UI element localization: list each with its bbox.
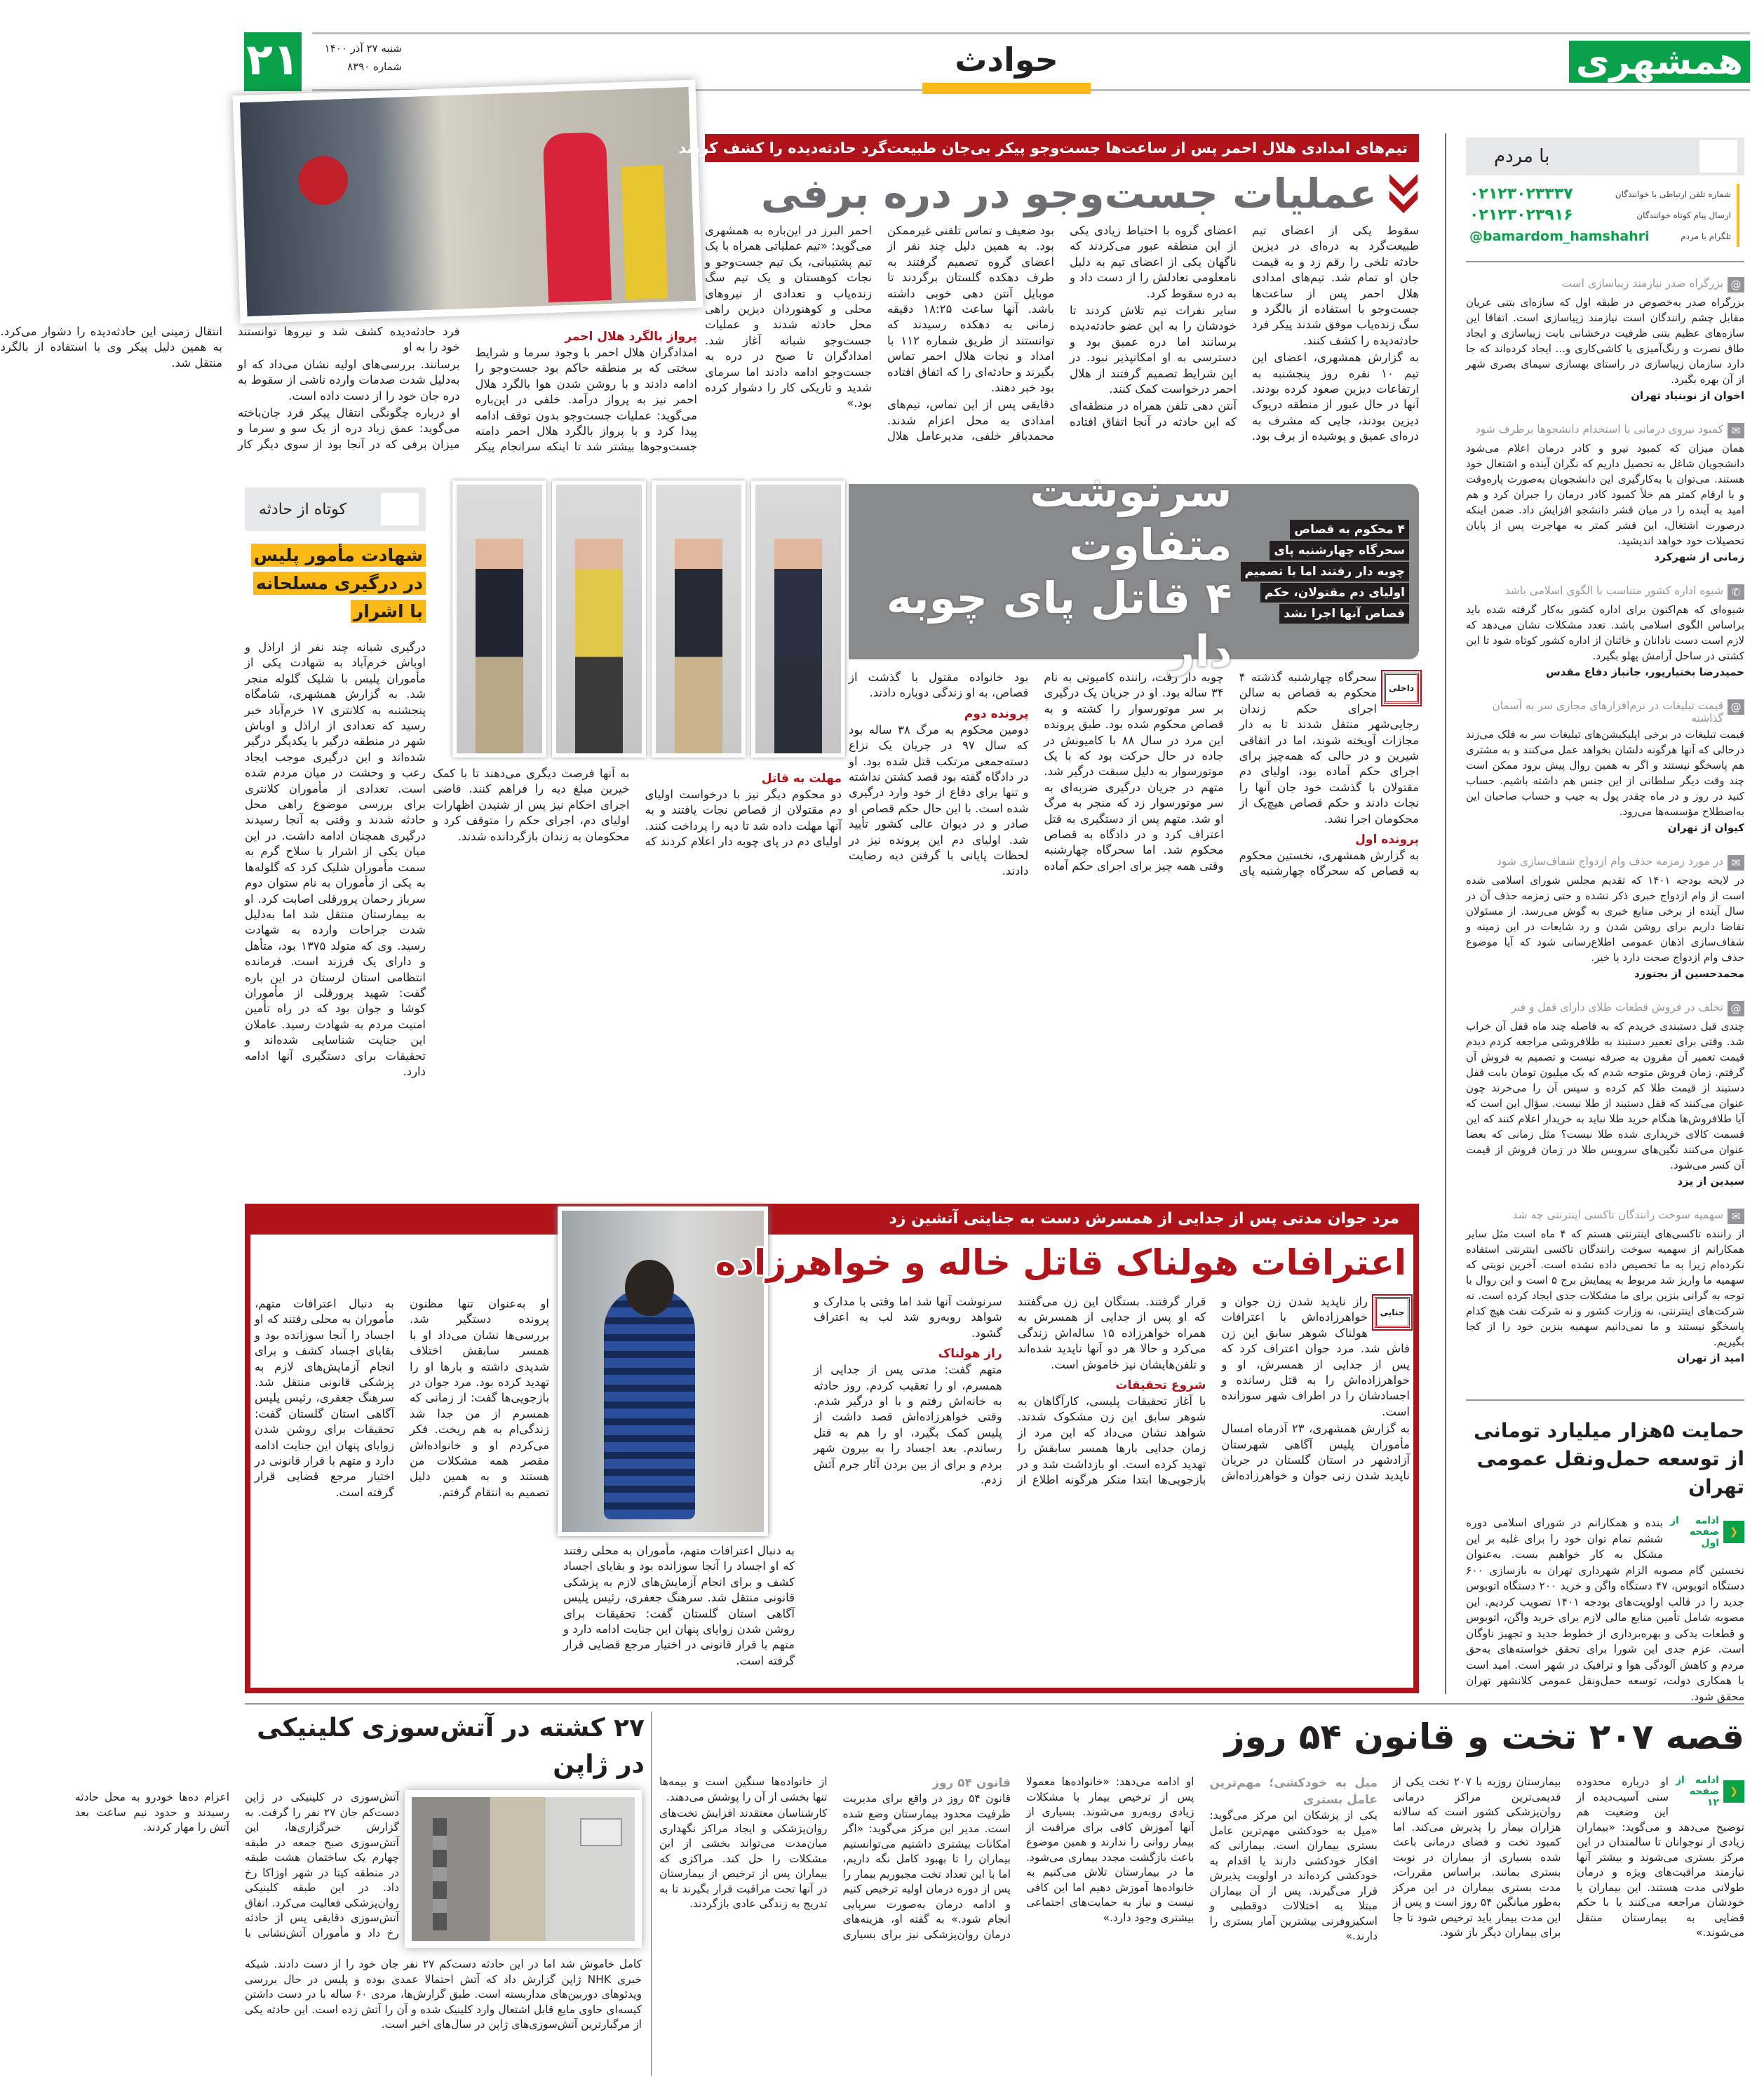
crime-paragraph: او به‌عنوان تنها مظنون پرونده دستگیر شد. بررسی‌ها نشان می‌داد او با همسر سابقش اختلاف شدیدی داشته و بارها او را تهدید کرده بود. مرد جوان در بازجویی‌ها گفت: از زمانی که همسرم از من جدا شد زندگی‌ام به هم ریخت. فکر می‌کردم او و خانواده‌اش مقصر همه مشکلات من هستند و به همین دلیل تصمیم به انتقام گرفتم.: [410, 1297, 549, 1499]
contact-phone: [1469, 184, 1731, 205]
killers-paragraph: سحرگاه چهارشنبه گذشته ۴ محکوم به قصاص به سالن اجرای حکم زندان رجایی‌شهر منتقل شدند تا به دار مجازات آویخته شوند، اما در اتفاقی شیرین و در حالی که همه‌چیز برای اجرای حکم آماده بود، اولیای دم مقتولان با گذشت خود جان آنها را نجات دادند و حکم قصاص هیچ‌یک از محکومان اجرا نشد.: [1239, 671, 1419, 826]
contact-label: شماره تلفن ارتباطی با خوانندگان: [1615, 189, 1731, 199]
contact-value[interactable]: ۰۲۱۲۳۰۲۳۳۳۷: [1469, 185, 1573, 203]
reader-message-text: همان میزان که کمبود نیرو و کادر درمان اعلام می‌شود دانشجویان شاغل به تحصیل داریم که نگران آینده و اشتغال خود هستند. می‌توان با به‌کارگیری این دانشجویان به‌صورت پاره‌وقت و با ارقام کمتر هم خلأ کمبود کادر درمان را جبران کرد و هم امید به آینده را در میان قشر دانشجو افزایش داد. ضمن اینکه درصورت اشتغال، این قشر کمتر به مهاجرت پس از پایان تحصیلات خود خواهد اندیشید.: [1466, 442, 1744, 547]
reader-message: [1466, 699, 1744, 834]
envelope-icon: ✉: [1728, 1209, 1744, 1224]
hospital-subhead: قانون ۵۴ روز: [932, 1776, 1011, 1790]
reader-message-title: [1466, 584, 1744, 600]
lead-paragraph: آنتن دهی تلفن همراه در منطقه‌ای که این حادثه در آنجا اتفاق افتاده بود ضعیف و تماس تلفنی غیرممکن بود. به همین دلیل چند نفر از اعضای گروه تصمیم گرفتند به طرف دهکده گلستان برگردند تا موبایل آنتن دهی خوبی داشته باشد. آنها ساعت ۱۸:۲۵ دقیقه زمانی به دهکده رسیدند که توانستند از طریق شماره ۱۱۲ با امداد و نجات هلال احمر تماس بگیرند و حادثه‌ای را که اتفاق افتاده بود خبر دهند.: [887, 224, 1237, 429]
killers-headline-box: [849, 466, 1419, 677]
transport-body: [1466, 1515, 1745, 1703]
bottom-rule: [245, 1703, 1744, 1705]
at-sign-icon: @: [1728, 277, 1744, 293]
convicts-photos: [452, 480, 845, 758]
tag-domestic: داخلی: [1384, 673, 1419, 704]
lead-paragraph: برسانند. بررسی‌های اولیه نشان می‌داد که او به‌دلیل شدت صدمات وارده ناشی از سقوط به دره جان خود را از دست داده است.: [238, 357, 460, 403]
killers-paragraph: دو محکوم دیگر نیز با درخواست اولیای دم مقتولان از قصاص نجات یافتند و به آنها مهلت داده شد تا دیه را پرداخت کنند. اولیای دم در پای چوبه دار اعلام کردند که به آنها فرصت دیگری می‌دهند تا با کمک خیرین مبلغ دیه را فراهم کنند. قاضی اجرای احکام نیز پس از شنیدن اظهارات اولیای دم، اجرای حکم را متوقف کرد و محکومان به زندان بازگردانده شدند.: [433, 767, 842, 849]
double-chevron-icon: [1388, 171, 1419, 216]
killers-subhead: پرونده دوم: [964, 706, 1029, 721]
crime-body: [814, 1294, 1410, 1683]
contact-telegram: [1469, 226, 1731, 247]
short-news-headline-text: شهادت مأمور پلیس در درگیری مسلحانه با اشرار: [251, 544, 426, 623]
killers-deck-line: اولیای دم مقتولان، حکم: [1260, 583, 1409, 603]
crime-body-under-photo: [563, 1543, 795, 1683]
contacts-block: [1469, 184, 1739, 247]
japan-fire-photo: [405, 1790, 642, 1948]
crime-headline: اعترافات هولناک قاتل خاله و خواهرزاده: [715, 1242, 1406, 1283]
rescuer-shape: [621, 165, 668, 300]
convict-photo: [552, 480, 646, 758]
reader-message-author: امید از تهران: [1676, 1352, 1744, 1364]
transport-headline: حمایت ۵هزار میلیارد تومانی از توسعه حمل‌ونقل عمومی تهران: [1474, 1419, 1744, 1498]
reader-message: [1466, 277, 1744, 402]
lead-paragraph: او درباره چگونگی انتقال پیکر فرد جان‌باخته می‌گوید: عمق زیاد دره از یک سو و سرما و میزان برفی که در آنجا بود از سوی دیگر کار انتقال زمینی این حادثه‌دیده را دشوار می‌کرد. به همین دلیل پیکر وی با استفاده از بالگرد منتقل شد.: [0, 325, 460, 451]
hospital-paragraph: قانون ۵۴ روز در واقع برای مدیریت ظرفیت محدود بیمارستان وضع شده است. مدیر این مرکز می‌گوید: «اگر امکانات بیشتری داشتیم می‌توانستیم بیماران را تا بهبود کامل نگه داریم، اما با این تعداد تخت مجبوریم بیمار را پس از دوره درمان اولیه ترخیص کنیم و ادامه درمان به‌صورت سرپایی انجام شود.» به گفته او، هزینه‌های درمان روان‌پزشکی نیز برای بسیاری از خانواده‌ها سنگین است و بیمه‌ها تنها بخشی از آن را پوشش می‌دهند.: [659, 1775, 1011, 1941]
envelope-icon: ✉: [1728, 423, 1744, 438]
convict-photo: [751, 480, 845, 758]
killers-deck-line: چوبه دار رفتند اما با تصمیم: [1241, 562, 1409, 581]
section-title: حوادث: [955, 41, 1058, 79]
hospital-paragraph: بیمارستان روزبه با ۲۰۷ تخت یکی از قدیمی‌ترین مراکز درمانی روان‌پزشکی کشور است که سالانه هزاران بیمار را پذیرش می‌کند. اما کمبود تخت و فضای درمانی باعث شده بسیاری از بیماران در نوبت بستری بمانند. براساس مقررات، مدت بستری بیماران در این مرکز به‌طور میانگین ۵۴ روز است و پس از این مدت بیمار باید ترخیص شود تا جا برای بیماران دیگر باز شود.: [1393, 1775, 1561, 1939]
issue-info: [311, 42, 402, 73]
reader-message-title: [1466, 699, 1744, 725]
lead-paragraph: [705, 223, 1419, 445]
lead-kicker: تیم‌های امدادی هلال احمر پس از ساعت‌ها جست‌وجو پیکر بی‌جان طبیعت‌گرد حادثه‌دیده را کشف کردند: [705, 134, 1419, 162]
hospital-subhead: میل به خودکشی؛ مهم‌ترین عامل بستری: [1209, 1776, 1378, 1807]
chevron-icon: ❮: [1723, 1521, 1744, 1543]
lead-paragraph: سقوط یکی از اعضای تیم طبیعت‌گرد به دره‌ای در دیزین حادثه تلخی را رقم زد و به قیمت جان او تمام شد. تیم‌های امدادی هلال احمر پس از ساعت‌ها جست‌وجو با استفاده از بالگرد و سگ زنده‌یاب موفق شدند پیکر فرد حادثه‌دیده را کشف کنند.: [1252, 224, 1419, 347]
crime-paragraph: به دنبال اعترافات متهم، مأموران به محلی رفتند که او اجساد را آنجا سوزانده بود و بقایای اجساد کشف و برای انجام آزمایش‌های لازم به پزشکی قانونی منتقل شد. سرهنگ جعفری، رئیس پلیس آگاهی استان گلستان گفت: تحقیقات برای روشن شدن زوایای پنهان این جنایت ادامه دارد و متهم با قرار قانونی در اختیار مرجع قضایی قرار گرفته است.: [255, 1297, 394, 1499]
contact-sms: [1469, 205, 1731, 226]
short-news-text: درگیری شبانه چند نفر از اراذل و اوباش خرم‌آباد به شهادت یکی از مأموران پلیس با شلیک گلوله منجر شد. به گزارش همشهری، شامگاه پنجشنبه به کلانتری ۱۷ خرم‌آباد خبر رسید که تعدادی از اراذل و اوباش شهر در منطقه درگیر با یکدیگر درگیر شده‌اند و این درگیری موجب ایجاد رعب و وحشت در میان مردم شده است. تعدادی از مأموران کلانتری برای بررسی موضوع راهی محل حادثه شدند و وقتی به آنجا رسیدند درگیری همچنان ادامه داشت. در این میان یکی از اشرار با سلاح گرم به سمت مأموران شلیک کرد که گلوله‌ها به یکی از مأموران به نام ستوان دوم سرباز رحمان پرورقلی اصابت کرد. او به بیمارستان منتقل شد اما به‌دلیل شدت جراحات وارده به شهادت رسید. وی که متولد ۱۳۷۵ بود، متأهل و دارای یک فرزند است. فرمانده انتظامی استان لرستان در این باره گفت: شهید پرورقلی از مأموران کوشا و جوان بود که در راه تأمین امنیت مردم به شهادت رسید. عاملان این جنایت شناسایی شده‌اند و تحقیقات برای دستگیری آنها ادامه دارد.: [245, 640, 426, 1078]
reader-message: [1466, 423, 1744, 563]
contact-label: تلگرام با مردم: [1681, 231, 1731, 241]
killers-body-continued: [433, 766, 842, 1184]
section-accent-bar: [922, 83, 1091, 94]
continued-badge[interactable]: [1670, 1515, 1744, 1549]
issue-number: شماره ۸۳۹۰: [347, 60, 402, 73]
japan-fire-body: [75, 1790, 399, 1950]
convict-photo: [452, 480, 546, 758]
crime-subhead: راز هولناک: [938, 1347, 1002, 1362]
at-sign-icon: @: [1728, 1001, 1744, 1016]
reader-messages: [1466, 277, 1744, 1392]
lead-paragraph: به گزارش همشهری، اعضای این تیم ۱۰ نفره روز پنجشنبه به ارتفاعات دیزین صعود کرده بودند. آنها در حال عبور از منطقه دریوک دیزین بودند، جایی که مشرف به دره‌ای عمیق و پوشیده از برف بود. اعضای گروه با احتیاط زیادی یکی از این منطقه عبور می‌کردند که ناگهان یکی از اعضای تیم به دلیل نامعلومی تعادلش را از دست داد و به دره سقوط کرد.: [1070, 224, 1419, 443]
hospital-paragraph: او ادامه می‌دهد: «خانواده‌ها معمولا پس از ترخیص بیمار با مشکلات زیادی روبه‌رو می‌شوند. بسیاری از آنها آموزش کافی برای مراقبت از بیمار روانی را ندارند و همین موضوع باعث بازگشت مجدد بیماری می‌شود. ما در بیمارستان تلاش می‌کنیم به خانواده‌ها آموزش دهیم اما این کافی نیست و نیاز به حمایت‌های اجتماعی بیشتری وجود دارد.»: [1026, 1775, 1194, 1924]
windows-shape: [433, 1818, 447, 1930]
reader-message-title: [1466, 1001, 1744, 1016]
lead-headline: عملیات جست‌وجو در دره برفی: [760, 170, 1377, 217]
killers-headline-line: سرنوشت متفاوت: [1030, 466, 1232, 570]
continued-badge[interactable]: [1676, 1775, 1744, 1808]
prison-uniform-shape: [604, 1288, 695, 1519]
hospital-paragraph: او درباره محدوده سنی آسیب‌دیده از این وضعیت هم توضیح می‌دهد و می‌گوید: «بیماران زیادی از نوجوانان تا سالمندان در این مرکز بستری می‌شوند و بیشتر آنها نیازمند مراقبت‌های ویژه و درمان طولانی مدت هستند. این بیماران یا خودشان مراجعه می‌کنند یا با حکم قضایی به بیمارستان منتقل می‌شوند.»: [1576, 1775, 1744, 1939]
lead-body: [705, 223, 1419, 465]
japan-fire-headline: ۲۷ کشته در آتش‌سوزی کلینیکی در ژاپن: [257, 1714, 645, 1779]
reader-message-author: زمانی از شهرکرد: [1654, 551, 1744, 563]
sidebar-divider: [1445, 133, 1446, 1694]
reader-message: [1466, 855, 1744, 980]
reader-message-text: از راننده تاکسی‌های اینترنتی هستم که ۴ ماه است مثل سایر همکارانم از سهمیه سوخت رانندگان تاکسی اینترنتی استفاده نکرده‌ام زیرا به ما تخصیص داده نشده است. آخرین نوبتی که سهمیه ما واریز شد مربوط به پیمایش برج ۵ است و این روال با توجه به گرانی بنزین برای ما مشکلات جدی ایجاد کرده است. نه شرکت‌های اینترنتی، نه وزارت کشور و نه شرکت نفت هیچ کدام پاسخگو نیستند و ما نمی‌دانیم سهمیه بنزین خود را از کجا بگیریم.: [1466, 1228, 1745, 1348]
sidebar-header: [1466, 137, 1744, 175]
reader-message-title-text: بزرگراه صدر نیازمند زیباسازی است: [1561, 277, 1723, 290]
reader-message-text: شیوه‌ای که هم‌اکنون برای اداره کشور به‌کار گرفته شده باید براساس الگوی اسلامی باشد. تعدد مشکلات نشان می‌دهد که لازم است دست نادانان و خائنان از اداره کشور کوتاه شود تا این کشتی در ساحل آرامش پهلو بگیرد.: [1466, 603, 1744, 662]
reader-message-author: سیدین از یزد: [1677, 1175, 1744, 1188]
contact-value[interactable]: ۰۲۱۲۳۰۲۳۹۱۶: [1469, 206, 1573, 224]
reader-message: [1466, 1209, 1744, 1364]
lead-subhead: پرواز بالگرد هلال احمر: [565, 330, 697, 344]
at-sign-icon: @: [1728, 699, 1744, 715]
continued-label: ادامه از صفحه ۱۲: [1676, 1775, 1719, 1808]
page-number: ۲۱: [244, 32, 302, 91]
contact-value[interactable]: @bamardom_hamshahri: [1469, 229, 1650, 244]
lead-paragraph: سایر نفرات تیم تلاش کردند تا خودشان را به این عضو حادثه‌دیده برسانند اما دره عمیق بود و دسترسی به او امکانپذیر نبود. در این شرایط تصمیم گرفتند از هلال احمر درخواست کمک کنند.: [1070, 304, 1237, 396]
short-news-body: [245, 640, 426, 1184]
reader-message-author: اخوان از نوبنیاد تهران: [1631, 389, 1744, 402]
reader-message: [1466, 584, 1744, 678]
lead-subhead-paragraph: امدادگران هلال احمر با وجود سرما و شرایط سختی که بر منطقه حاکم بود جست‌وجو را ادامه دادند و با روشن شدن هوا بالگرد هلال احمر نیز به پرواز درآمد. خلفی در این‌باره می‌گوید: عملیات جست‌وجو بدون توقف ادامه پیدا کرد و با پرواز بالگرد هلال احمر دامنه جست‌وجوها بیشتر شد تا اینکه سرانجام پیکر فرد حادثه‌دیده کشف شد و نیروها توانستند خود را به او: [238, 325, 697, 454]
lead-body-continued: [0, 324, 697, 464]
reader-message-title-text: تخلف در فروش قطعات طلای دارای قفل و فنر: [1511, 1001, 1723, 1014]
japan-fire-body-continued: [245, 1957, 642, 2082]
reader-message-title-text: کمبود نیروی درمانی با استخدام دانشجوها برطرف شود: [1475, 423, 1723, 436]
hospital-headline: قصه ۲۰۷ تخت و قانون ۵۴ روز: [1224, 1716, 1744, 1757]
reader-message-title-text: سهمیه سوخت رانندگان تاکسی اینترنتی چه شد: [1512, 1209, 1723, 1221]
chevron-icon: ❮: [1723, 1780, 1744, 1803]
killers-subhead: مهلت به قاتل: [761, 772, 842, 786]
hospital-body: [659, 1775, 1744, 2083]
bottom-divider: [651, 1712, 652, 2076]
rescue-photo: [233, 80, 703, 324]
contact-label: ارسال پیام کوتاه خوانندگان: [1636, 210, 1731, 220]
convict-photo: [652, 480, 746, 758]
killers-deck-line: سحرگاه چهارشنبه پای: [1270, 541, 1409, 560]
killers-deck: [1241, 520, 1409, 624]
header-top-rule: [312, 32, 1750, 34]
continued-label: ادامه از صفحه اول: [1670, 1515, 1719, 1549]
rescuer-shape: [543, 132, 612, 302]
reader-message-title-text: در مورد زمزمه حذف وام ازدواج شفاف‌سازی شود: [1496, 855, 1723, 868]
hospital-paragraph: کارشناسان معتقدند افزایش تخت‌های روان‌پزشکی و ایجاد مراکز نگهداری میان‌مدت می‌تواند بخشی از این مشکلات را حل کند. مراکزی که بیماران پس از ترخیص از بیمارستان در آنها تحت مراقبت قرار بگیرند تا به تدریج به زندگی عادی بازگردند.: [659, 1807, 828, 1910]
killers-body: [849, 670, 1419, 1184]
lead-paragraph: دقایقی پس از این تماس، تیم‌های امدادی به محل اعزام شدند. محمدباقر خلفی، مدیرعامل هلال احمر البرز در این‌باره به همشهری می‌گوید: «تیم عملیاتی همراه با یک تیم پشتیبانی، یک تیم جست‌وجو و نجات کوهستان و یک تیم سگ زنده‌یاب و تعدادی از نیروهای محلی و کوهنوردان دیزین راهی محل حادثه شدند و عملیات جست‌وجو شبانه آغاز شد. امدادگران تا صبح در دره به جست‌وجو ادامه دادند اما سرمای شدید و تاریکی کار را دشوار کرده بود.»: [705, 224, 1054, 443]
reader-message-author: کیوان از تهران: [1667, 821, 1744, 834]
reader-message-title-text: شیوه اداره کشور متناسب با الگوی اسلامی باشد: [1504, 584, 1723, 597]
helmet-shape: [298, 155, 349, 206]
killers-deck-line: ۴ محکوم به قصاص: [1290, 520, 1409, 539]
window-shape: [580, 1818, 622, 1846]
crime-subhead: شروع تحقیقات: [1115, 1378, 1206, 1393]
newspaper-logo: همشهری: [1569, 41, 1750, 83]
crime-paragraph: متهم گفت: مدتی پس از جدایی از همسرم، او را تعقیب کردم. روز حادثه به خانه‌اش رفتم و با او درگیر شدم. وقتی خواهرزاده‌اش قصد داشت از پلیس کمک بگیرد، او را هم به قتل رساندم. بعد اجساد را به بیرون شهر بردم و برای از بین بردن آثار جرم آتش زدم.: [814, 1363, 1002, 1487]
reader-message-title: [1466, 277, 1744, 293]
crime-paragraph: راز ناپدید شدن زن جوان و خواهرزاده‌اش با اعترافات هولناک شوهر سابق این زن فاش شد. مرد جوان اعتراف کرد که پس از جدایی از همسرش، او و خواهرزاده‌اش را به قتل رسانده و اجسادشان را در اطراف شهر سوزانده است.: [1221, 1295, 1410, 1418]
reader-message-title: [1466, 423, 1744, 438]
crime-paragraph: به دنبال اعترافات متهم، مأموران به محلی رفتند که او اجساد را آنجا سوزانده بود و بقایای اجساد کشف و برای انجام آزمایش‌های لازم به پزشکی قانونی منتقل شد. سرهنگ جعفری، رئیس پلیس آگاهی استان گلستان گفت: تحقیقات برای روشن شدن زوایای پنهان این جنایت ادامه دارد و متهم با قرار قانونی در اختیار مرجع قضایی قرار گرفته است.: [563, 1544, 795, 1667]
crime-body-left: [255, 1296, 549, 1683]
japan-fire-paragraph: آتش‌سوزی در کلینیکی در ژاپن دست‌کم جان ۲۷ نفر را گرفت. به گزارش خبرگزاری‌ها، این آتش‌سوزی صبح جمعه در طبقه چهارم یک ساختمان هشت طبقه در منطقه کیتا در شهر اوزاکا رخ داد. در این طبقه کلینیکی روان‌پزشکی فعالیت می‌کرد. اتفاق آتش‌سوزی دقایقی پس از حادثه رخ داد و مأموران آتش‌نشانی با اعزام ده‌ها خودرو به محل حادثه رسیدند و حدود نیم ساعت بعد آتش را مهار کردند.: [75, 1791, 399, 1940]
crime-paragraph: با آغاز تحقیقات پلیسی، کارآگاهان به شوهر سابق این زن مشکوک شدند. شواهد نشان می‌داد که این مرد از زمان جدایی بارها همسر سابقش را تهدید کرده است. او بازداشت شد و در بازجویی‌ها ابتدا منکر هرگونه اطلاع از سرنوشت آنها شد اما وقتی با مدارک و شواهد روبه‌رو شد لب به اعتراف گشود.: [814, 1295, 1206, 1487]
sidebar-bottom-rule: [1466, 1399, 1744, 1401]
reader-message-author: حمیدرضا بختیارپور، جانباز دفاع مقدس: [1546, 666, 1744, 678]
reader-message-title: [1466, 1209, 1744, 1224]
issue-date: شنبه ۲۷ آذر ۱۴۰۰: [324, 42, 402, 55]
short-news-headline: [245, 542, 426, 626]
reader-message-text: در لایحه بودجه ۱۴۰۱ که تقدیم مجلس شورای اسلامی شده است از وام ازدواج خبری ذکر نشده و حتی زمزمه حذف آن در سال آینده از برخی منابع خبری به گوش می‌رسد. از مسئولان تقاضا داریم برای روشن شدن و رد شایعات در این زمینه و شفاف‌سازی اذهان عمومی اطلاع‌رسانی شود که آیا موضوع حذف وام ازدواج صحت دارد یا خیر.: [1466, 874, 1744, 964]
envelope-icon: ✉: [1728, 855, 1744, 870]
reader-message-title-text: قیمت تبلیغات در نرم‌افزارهای مجازی سر به آسمان گذاشته: [1492, 699, 1723, 725]
short-news-header: [245, 488, 426, 531]
short-news-square: [381, 493, 419, 525]
reader-message-title: [1466, 855, 1744, 870]
killers-headline-line: ۴ قاتل پای چوبه دار: [886, 572, 1232, 677]
japan-fire-paragraph: کامل خاموش شد اما در این حادثه دست‌کم ۲۷ نفر جان خود را از دست دادند. شبکه خبری NHK ژاپن گزارش داد که آتش احتمالا عمدی بوده و پلیس در حال بررسی ویدئوهای دوربین‌های مداربسته است. طبق گزارش‌ها، مردی ۶۰ ساله با در دست داشتن کیسه‌ای حاوی مایع قابل اشتعال وارد کلینیک شده و آن را آتش زده است. این حادثه یکی از مرگبارترین آتش‌سوزی‌های ژاپن در سال‌های اخیر است.: [245, 1958, 642, 2031]
tag-criminal: جنایی: [1375, 1297, 1410, 1328]
reader-message-text: قیمت تبلیغات در برخی اپلیکیشن‌های تبلیغات سر به فلک می‌زند درحالی که آنها هرگونه دلشان بخواهد عمل می‌کنند و به مشتری هم پاسخگو نیستند و اگر به همین روال پیش برود ممکن است چند وقت دیگر سلطانی از این جنس هم داشته باشیم. حساب کنید در روز و در ماه چقدر پول به جیب و حساب صاحبان این به‌اصطلاح مؤسسه‌ها می‌رود.: [1466, 728, 1744, 818]
reader-message-text: بزرگراه صدر به‌خصوص در طبقه اول که سازه‌ای بتنی عریان مقابل چشم رانندگان است نیازمند زیباسازی است. اتفاقا این سازه‌های عظیم بتنی ظرفیت درخشانی بابت زیباسازی و ایجاد طاق نصرت و رنگ‌آمیزی یا کاشی‌کاری و... ایجاد کرده‌اند که جا دارد سازمان زیباسازی در راستای بهسازی سیمای بصری شهر از آن بهره بگیرد.: [1466, 296, 1744, 386]
killers-headline: [859, 465, 1232, 678]
phone-icon: ✆: [1728, 584, 1744, 600]
crime-kicker: مرد جوان مدتی پس از جدایی از همسرش دست به جنایتی آتشین زد: [889, 1210, 1399, 1228]
lead-headline-row: [705, 166, 1419, 222]
killers-paragraph: دومین محکوم به مرگ ۳۸ ساله بود که سال ۹۷ در جریان یک نزاع دسته‌جمعی مرتکب قتل شده بود. او در دادگاه گفته بود قصد کشتن نداشته و تنها برای دفاع از خود وارد درگیری شده است. با این حال حکم قصاص او صادر و در دیوان عالی کشور تأیید شد. اولیای دم این پرونده نیز در لحظات پایانی با گرفتن دیه رضایت دادند.: [849, 722, 1029, 878]
hospital-paragraph: یکی از پزشکان این مرکز می‌گوید: «میل به خودکشی مهم‌ترین عامل بستری بیماران است. بیمارانی که افکار خودکشی دارند یا اقدام به خودکشی کرده‌اند در اولویت پذیرش قرار می‌گیرند. پس از آن بیماران مبتلا به اختلالات دوقطبی و اسکیزوفرنی بیشترین آمار بستری را دارند.»: [1209, 1809, 1378, 1942]
transport-text: بنده و همکارانم در شورای اسلامی دوره ششم تمام توان خود را برای غلبه بر این مشکل به کار خواهیم بست. به‌عنوان نخستین گام مصوبه الزام شهرداری تهران به بازسازی ۶۰۰ دستگاه اتوبوس، ۴۷ دستگاه واگن و خرید ۲۰۰ دستگاه اتوبوس جدید را در قالب اولویت‌های بودجه ۱۴۰۱ تصویب کردیم. این مصوبه شامل تأمین منابع مالی لازم برای خرید واگن، اتوبوس و قطعات یدکی و بهره‌برداری از خطوط جدید و تجهیز ناوگان است. عزم جدی این شورا برای تحقق خواسته‌های به‌حق مردم و کاهش آلودگی هوا و ترافیک در شهر است. امید است با همکاری دولت، توسعه حمل‌ونقل عمومی کلانشهر تهران محقق شود.: [1466, 1517, 1745, 1703]
killers-subhead: پرونده اول: [1355, 833, 1419, 847]
contacts-rule: [1466, 261, 1744, 262]
reader-message-text: چندی قبل دستبندی خریدم که به فاصله چند ماه قفل آن خراب شد. وقتی برای تعمیر دستبند به طلافروشی مراجعه کردم دیدم قیمت تعمیر آن مقرون به صرفه نیست و تصمیم به فروش آن گرفتم. زمان فروش متوجه شدم که یک میلیون تومان بابت قفل دستبند از قیمت طلا کم کرده و سپس آن را می‌خرند چون عنوان می‌کنند که قفل دستبند از طلا نیست. سؤال این است که آیا طلافروش‌ها هنگام خرید طلا نباید به خریدار اعلام کنند که این قسمت کالای خریداری شده طلا نیست؟ مثل زمانی که بعضا عنوان می‌کنند نگین‌های سرویس طلا در زمان فروش از قیمت آن کسر می‌شود.: [1466, 1020, 1744, 1171]
reader-message: [1466, 1001, 1744, 1188]
killers-paragraph: به گزارش همشهری، نخستین محکوم به قصاص که سحرگاه چهارشنبه پای چوبه دار رفت، راننده کامیونی به نام ۳۴ ساله بود. او در جریان یک درگیری بر سر موتورسوار را کشته و به قصاص محکوم شده بود. طبق پرونده این مرد در سال ۸۸ با کامیونش در جاده در حال حرکت بود که با یک موتورسوار به دلیل سبقت درگیر شد. متهم در جریان درگیری ضربه‌ای به سر موتورسوار زد که منجر به مرگ او شد. متهم پس از دستگیری به قتل اعتراف کرد و در دادگاه به قصاص محکوم شد. اما سحرگاه چهارشنبه وقتی همه چیز برای اجرای حکم آماده بود خانواده مقتول با گذشت از قصاص، به او زندگی دوباره دادند.: [849, 671, 1419, 878]
killers-deck-line: قصاص آنها اجرا نشد: [1279, 604, 1409, 624]
reader-message-author: محمدحسین از بجنورد: [1634, 967, 1744, 980]
sidebar-title: با مردم: [1494, 146, 1550, 167]
sidebar-header-square: [1699, 140, 1737, 173]
crime-paragraph: به گزارش همشهری، ۲۳ آذرماه امسال مأموران پلیس آگاهی شهرستان آزادشهر در استان گلستان در جریان ناپدید شدن زنی جوان و خواهرزاده‌اش قرار گرفتند. بستگان این زن می‌گفتند که او پس از جدایی از همسرش به همراه خواهرزاده ۱۵ ساله‌اش زندگی می‌کرد و حالا هر دو آنها ناپدید شده‌اند و تلفن‌هایشان نیز خاموش است.: [1017, 1295, 1410, 1483]
short-news-title: کوتاه از حادثه: [259, 500, 346, 518]
